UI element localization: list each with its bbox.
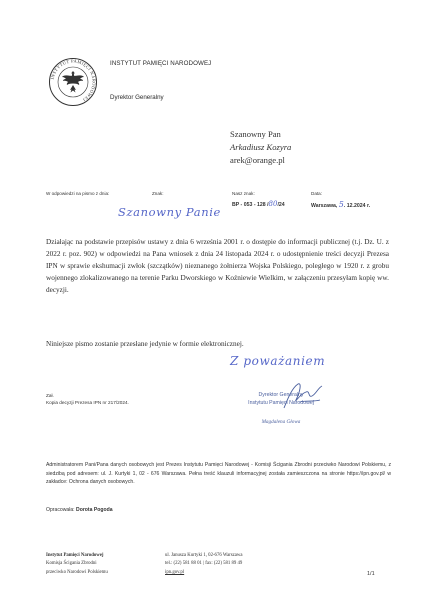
- stamp-title: Dyrektor Generalny: [258, 392, 304, 398]
- date-label: Data:: [311, 191, 322, 196]
- our-sign-prefix: BP - 053 - 128 /: [232, 202, 269, 208]
- body-paragraph-2: Niniejsze pismo zostanie przesłane jedynie w formie elektronicznej.: [46, 340, 244, 348]
- handwritten-closing: Z poważaniem: [230, 354, 326, 368]
- attachment-label: Zał.: [46, 393, 54, 398]
- position-title: Dyrektor Generalny: [110, 94, 164, 101]
- our-sign-year: /24: [277, 202, 285, 208]
- footer-contact: [165, 552, 242, 577]
- ipn-seal-emblem: [48, 57, 98, 107]
- reply-date-label: W odpowiedzi na pismo z dnia:: [46, 191, 110, 196]
- date-value: [311, 200, 370, 209]
- handwritten-number: 80: [268, 200, 278, 208]
- footer-org-line3: przeciwko Narodowi Polskiemu: [46, 569, 108, 575]
- seal-text: INSTYTUT PAMIĘCI NARODOWEJ: [49, 58, 97, 103]
- footer-address: ul. Janusza Kurtyki 1, 02-676 Warszawa: [165, 553, 243, 558]
- attachment-item: Kopia decyzji Prezesa IPN nr 217/2024.: [46, 400, 129, 405]
- page-number: 1/1: [367, 571, 375, 577]
- date-place: Warszawa,: [311, 203, 338, 209]
- body-paragraph-1: Działając na podstawie przepisów ustawy z dnia 6 września 2001 r. o dostępie do informacji publicznej (t.j. Dz. U. z 2022 r. poz. 902) w odpowiedzi na Pana wniosek z dnia 24 listopada 2024 r. o udostępnienie treści decyzji Prezesa IPN w sprawie ekshumacji zwłok (szczątków) nieznanego żołnierza Wojska Polskiego, poległego w 1920 r. z grobu wojennego zlokalizowanego na terenie Parku Dworskiego w Koźniewie Wielkim, w załączeniu przesyłam kopię ww. decyzji.: [46, 238, 389, 294]
- footer-website-link[interactable]: ipn.gov.pl: [165, 569, 185, 575]
- date-day-handwritten: 5: [338, 200, 344, 209]
- stamp-signer: Magdalena Głowa: [261, 419, 301, 425]
- institution-name: INSTYTUT PAMIĘCI NARODOWEJ: [110, 60, 212, 67]
- sign-label: Znak:: [152, 191, 164, 196]
- director-stamp: [236, 392, 326, 427]
- our-sign-value: [232, 200, 285, 208]
- prepared-name: Dorota Pogoda: [76, 507, 113, 513]
- date-rest: . 12.2024 r.: [343, 203, 371, 209]
- addressee-name: Arkadiusz Kozyra: [230, 142, 292, 152]
- gdpr-clause: Administratorem Pani/Pana danych osobowych jest Prezes Instytutu Pamięci Narodowej - Komisji Ścigania Zbrodni przeciwko Narodowi Polskiemu, z siedzibą pod adresem: ul. J. Kurtyki 1, 02 - 676 Warszawa. Pełna treść klauzuli informacyjnej została zamieszczona na stronie https://ipn.gov.pl/ w zakładce: Ochrona danych osobowych.: [46, 462, 391, 485]
- eagle-icon: [62, 71, 84, 93]
- attachment-block: [46, 392, 129, 406]
- footer-org-line2: Komisja Ścigania Zbrodni: [46, 561, 97, 567]
- addressee-block: [230, 128, 291, 167]
- handwritten-greeting: Szanowny Panie: [118, 205, 221, 219]
- addressee-email: arek@orange.pl: [230, 155, 285, 165]
- prepared-by: [46, 507, 113, 513]
- our-sign-label: Nasz znak:: [232, 191, 255, 196]
- footer-org-line1: Instytut Pamięci Narodowej: [46, 553, 104, 558]
- addressee-salutation: Szanowny Pan: [230, 129, 281, 139]
- footer-phone: tel.: (22) 581 88 01 | fax: (22) 581 89 49: [165, 561, 243, 567]
- stamp-institution: Instytutu Pamięci Narodowej: [248, 399, 314, 406]
- footer-organization: [46, 552, 156, 577]
- prepared-label: Opracowała:: [46, 507, 75, 513]
